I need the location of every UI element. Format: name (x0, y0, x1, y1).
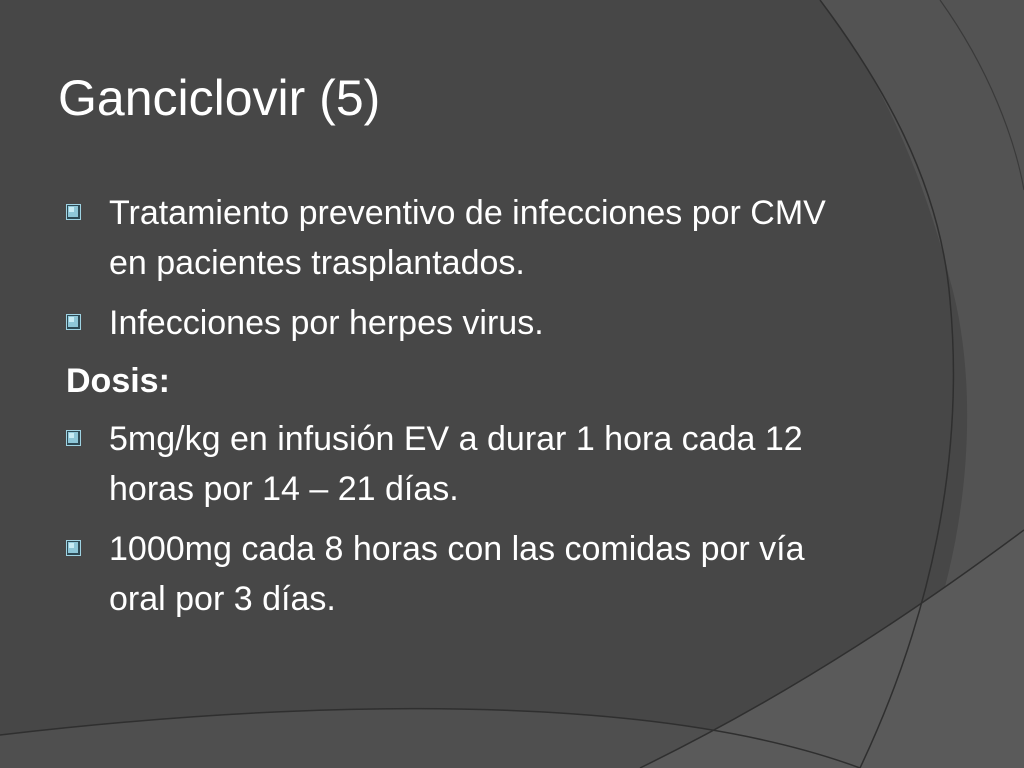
square-bullet-icon (66, 314, 82, 331)
bullet-list (66, 188, 866, 634)
list-item-text: Infecciones por herpes virus. (109, 304, 544, 342)
list-item-4 (66, 524, 866, 624)
list-item-text: Tratamiento preventivo de infecciones por CMV en pacientes trasplantados. (109, 194, 826, 282)
list-item-1 (66, 188, 866, 288)
list-item-3 (66, 414, 866, 514)
square-bullet-icon (66, 430, 82, 447)
dosis-heading: Dosis: (66, 362, 170, 400)
square-bullet-icon (66, 204, 82, 221)
square-bullet-icon (66, 540, 82, 557)
list-item-text: 5mg/kg en infusión EV a durar 1 hora cada 12 horas por 14 – 21 días. (109, 420, 803, 508)
list-item-2 (66, 298, 866, 348)
slide-title: Ganciclovir (5) (58, 70, 381, 126)
list-item-text: 1000mg cada 8 horas con las comidas por vía oral por 3 días. (109, 530, 805, 618)
